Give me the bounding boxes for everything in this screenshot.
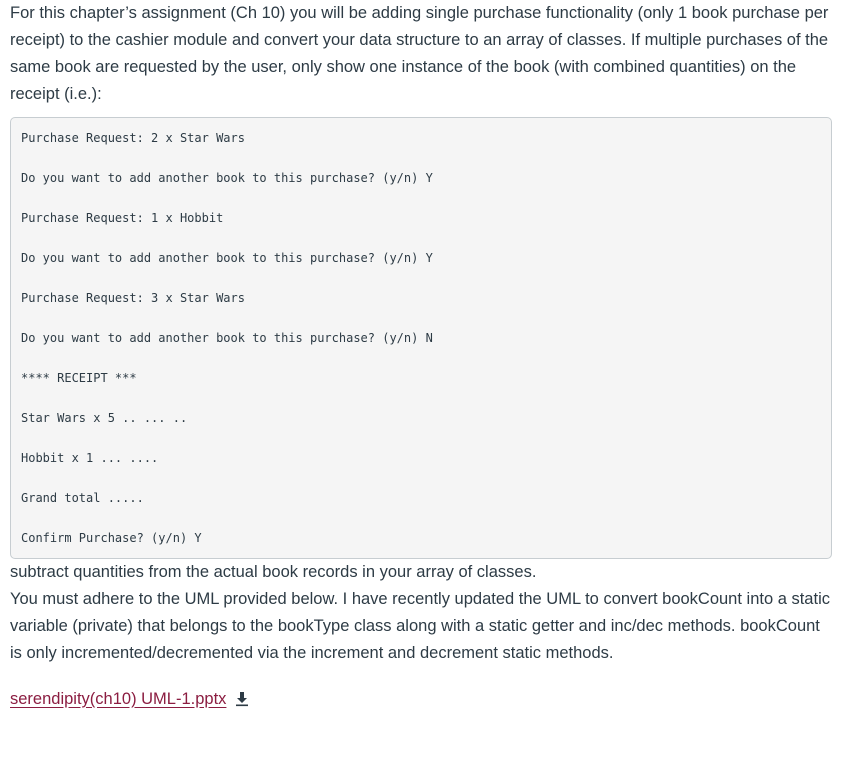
code-line: Do you want to add another book to this purchase? (y/n) Y (21, 171, 433, 185)
code-line: Purchase Request: 3 x Star Wars (21, 291, 245, 305)
code-line: Confirm Purchase? (y/n) Y (21, 531, 202, 545)
code-line: Purchase Request: 2 x Star Wars (21, 131, 245, 145)
attachment (10, 686, 832, 712)
code-line: **** RECEIPT *** (21, 371, 137, 385)
code-line: Do you want to add another book to this purchase? (y/n) N (21, 331, 433, 345)
code-line: Hobbit x 1 ... .... (21, 451, 159, 465)
code-line: Do you want to add another book to this purchase? (y/n) Y (21, 251, 433, 265)
example-output-code-block (10, 117, 832, 559)
assignment-content (10, 0, 832, 712)
code-line: Grand total ..... (21, 491, 144, 505)
intro-paragraph: For this chapter’s assignment (Ch 10) you will be adding single purchase functionality (only 1 book purchase per receipt) to the cashier module and convert your data structure to an array of classes. If multiple purchases of the same book are requested by the user, only show one instance of the book (with combined quantities) on the receipt (i.e.): (10, 4, 829, 103)
instruction-paragraph: subtract quantities from the actual book records in your array of classes. (10, 563, 537, 581)
attachment-link[interactable]: serendipity(ch10) UML-1.pptx (10, 689, 227, 708)
code-line: Star Wars x 5 .. ... .. (21, 411, 188, 425)
uml-paragraph: You must adhere to the UML provided below. I have recently updated the UML to convert bookCount into a static variable (private) that belongs to the bookType class along with a static getter and inc/dec methods. bookCount is only incremented/decremented via the increment and decrement static methods. (10, 590, 830, 662)
download-icon[interactable] (235, 691, 249, 707)
code-line: Purchase Request: 1 x Hobbit (21, 211, 224, 225)
